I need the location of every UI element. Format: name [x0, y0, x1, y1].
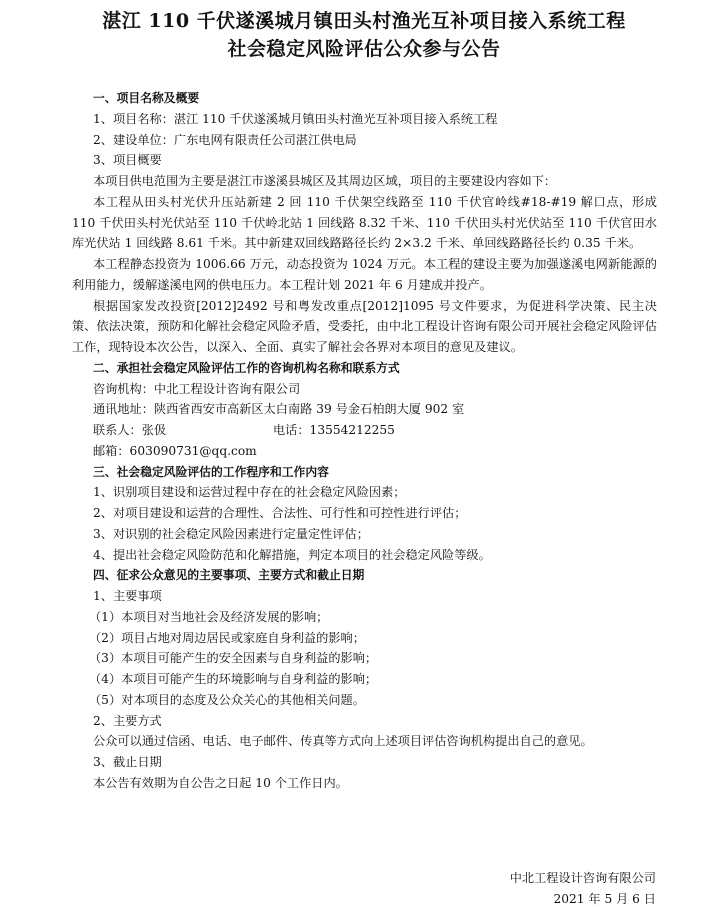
- deadline-text: 本公告有效期为自公告之日起 10 个工作日内。: [93, 775, 348, 790]
- section4-heading: 四、征求公众意见的主要事项、主要方式和截止日期: [93, 568, 365, 583]
- signature-date: 2021 年 5 月 6 日: [553, 892, 656, 906]
- project-summary-label: 3、项目概要: [93, 153, 162, 168]
- list-item: （2）项目占地对周边居民或家庭自身利益的影响；: [89, 630, 365, 645]
- construction-unit: 2、建设单位：广东电网有限责任公司湛江供电局: [93, 132, 357, 147]
- summary-paragraph: 本项目供电范围为主要是湛江市遂溪县城区及其周边区域，项目的主要建设内容如下：: [93, 174, 557, 188]
- summary-paragraph: 本工程静态投资为 1006.66 万元，动态投资为 1024 万元。本工程的建设主要为加强遂溪电网新能源的利用能力，缓解遂溪电网的供电压力。本工程计划 2021 年 6 月建成并投产。: [72, 257, 657, 292]
- section3-heading: 三、社会稳定风险评估的工作程序和工作内容: [93, 464, 329, 479]
- list-item: （4）本项目可能产生的环境影响与自身利益的影响；: [89, 672, 378, 686]
- list-item: （1）本项目对当地社会及经济发展的影响；: [89, 609, 329, 624]
- document-body: [72, 88, 657, 794]
- document-title-line1: 湛江 110 千伏遂溪城月镇田头村渔光互补项目接入系统工程: [102, 10, 626, 32]
- phone: 电话：13554212255: [273, 423, 395, 437]
- list-item: 1、识别项目建设和运营过程中存在的社会稳定风险因素；: [93, 485, 406, 500]
- section2-heading: 二、承担社会稳定风险评估工作的咨询机构名称和联系方式: [93, 360, 400, 375]
- contact-row: [72, 420, 657, 441]
- list-item: 4、提出社会稳定风险防范和化解措施，判定本项目的社会稳定风险等级。: [93, 547, 491, 562]
- list-item: （5）对本项目的态度及公众关心的其他相关问题。: [89, 692, 365, 707]
- list-item: 2、对项目建设和运营的合理性、合法性、可行性和可控性进行评估；: [93, 506, 467, 520]
- main-matters-label: 1、主要事项: [93, 589, 162, 603]
- deadline-label: 3、截止日期: [93, 755, 162, 769]
- methods-text: 公众可以通过信函、电话、电子邮件、传真等方式向上述项目评估咨询机构提出自己的意见。: [93, 734, 593, 749]
- email: 邮箱：603090731@qq.com: [93, 443, 257, 458]
- methods-label: 2、主要方式: [93, 713, 162, 728]
- signature-company: 中北工程设计咨询有限公司: [509, 871, 656, 885]
- address: 通讯地址：陕西省西安市高新区太白南路 39 号金石柏朗大厦 902 室: [93, 402, 465, 417]
- list-item: 3、对识别的社会稳定风险因素进行定量定性评估；: [93, 526, 369, 541]
- project-name: 1、项目名称：湛江 110 千伏遂溪城月镇田头村渔光互补项目接入系统工程: [93, 111, 498, 126]
- section1-heading: 一、项目名称及概要: [93, 91, 200, 105]
- list-item: （3）本项目可能产生的安全因素与自身利益的影响；: [89, 651, 378, 666]
- summary-paragraph: 本工程从田头村光伏升压站新建 2 回 110 千伏架空线路至 110 千伏官岭线#18-#19 解口点，形成 110 千伏田头村光伏站至 110 千伏岭北站 1 回线路 8.32 千米、110 千伏田头村光伏站至 110 千伏官田水库光伏站 1 回线路 8.61 千米。其中新建双回线路路径长约 2×3.2 千米、单回线路路径长约 0.35 千米。: [72, 194, 657, 251]
- consulting-org: 咨询机构：中北工程设计咨询有限公司: [93, 381, 301, 396]
- contact-person: 联系人：张伋: [93, 423, 167, 437]
- document-title-line2: 社会稳定风险评估公众参与公告: [227, 38, 501, 60]
- summary-paragraph: 根据国家发改投资[2012]2492 号和粤发改重点[2012]1095 号文件要求，为促进科学决策、民主决策、依法决策，预防和化解社会稳定风险矛盾，受委托，由中北工程设计咨询有限公司开展社会稳定风险评估工作，现特设本次公告，以深入、全面、真实了解社会各界对本项目的意见及建议。: [72, 298, 657, 354]
